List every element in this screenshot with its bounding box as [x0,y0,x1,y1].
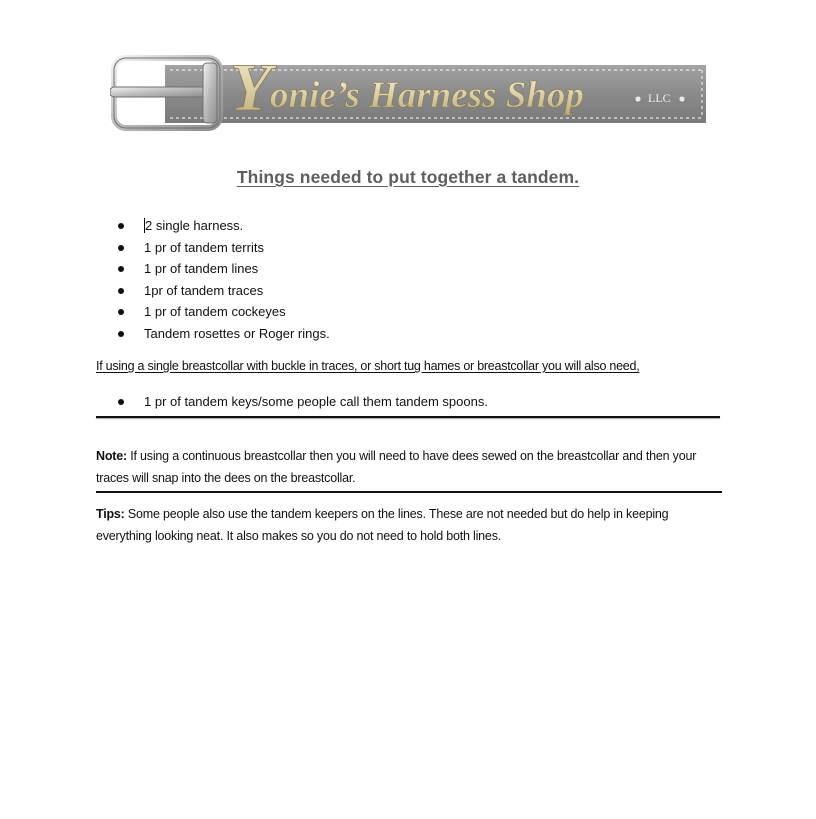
bullet-icon [118,331,124,337]
svg-text:Y: Y [230,55,272,125]
logo-graphic [110,55,708,131]
svg-text:LLC: LLC [648,91,671,105]
list-item: 2 single harness. [0,215,330,237]
list-item: 1 pr of tandem keys/some people call them tandem spoons. [0,391,488,413]
list-item: 1 pr of tandem lines [0,258,330,280]
tips-label: Tips: [96,507,125,521]
note-paragraph [96,445,726,489]
bullet-icon [118,399,124,405]
list-item: 1 pr of tandem territs [0,237,330,259]
svg-text:onie’s Harness Shop: onie’s Harness Shop [270,75,584,116]
list-item: Tandem rosettes or Roger rings. [0,323,330,345]
page-title: Things needed to put together a tandem. [236,167,580,187]
list-item: 1 pr of tandem cockeyes [0,301,330,323]
tips-text: Some people also use the tandem keepers on the lines. These are not needed but do help in keeping everything looking neat. It also makes so you do not need to hold both lines. [96,507,669,543]
bullet-icon [118,309,124,315]
shop-logo [110,55,708,131]
bullet-icon [118,223,124,229]
bullet-icon [118,288,124,294]
needed-items-list [0,215,330,345]
tips-paragraph [96,503,726,547]
section-divider [96,416,720,418]
breastcollar-condition-paragraph: If using a single breastcollar with buckle in traces, or short tug hames or breastcollar you will also need, [96,359,640,373]
list-item: 1pr of tandem traces [0,280,330,302]
bullet-icon [118,266,124,272]
section-divider [96,491,722,493]
note-label: Note: [96,449,127,463]
additional-items-list [0,391,488,413]
bullet-icon [118,245,124,251]
note-text: If using a continuous breastcollar then you will need to have dees sewed on the breastcollar and then your traces will snap into the dees on the breastcollar. [96,449,697,485]
